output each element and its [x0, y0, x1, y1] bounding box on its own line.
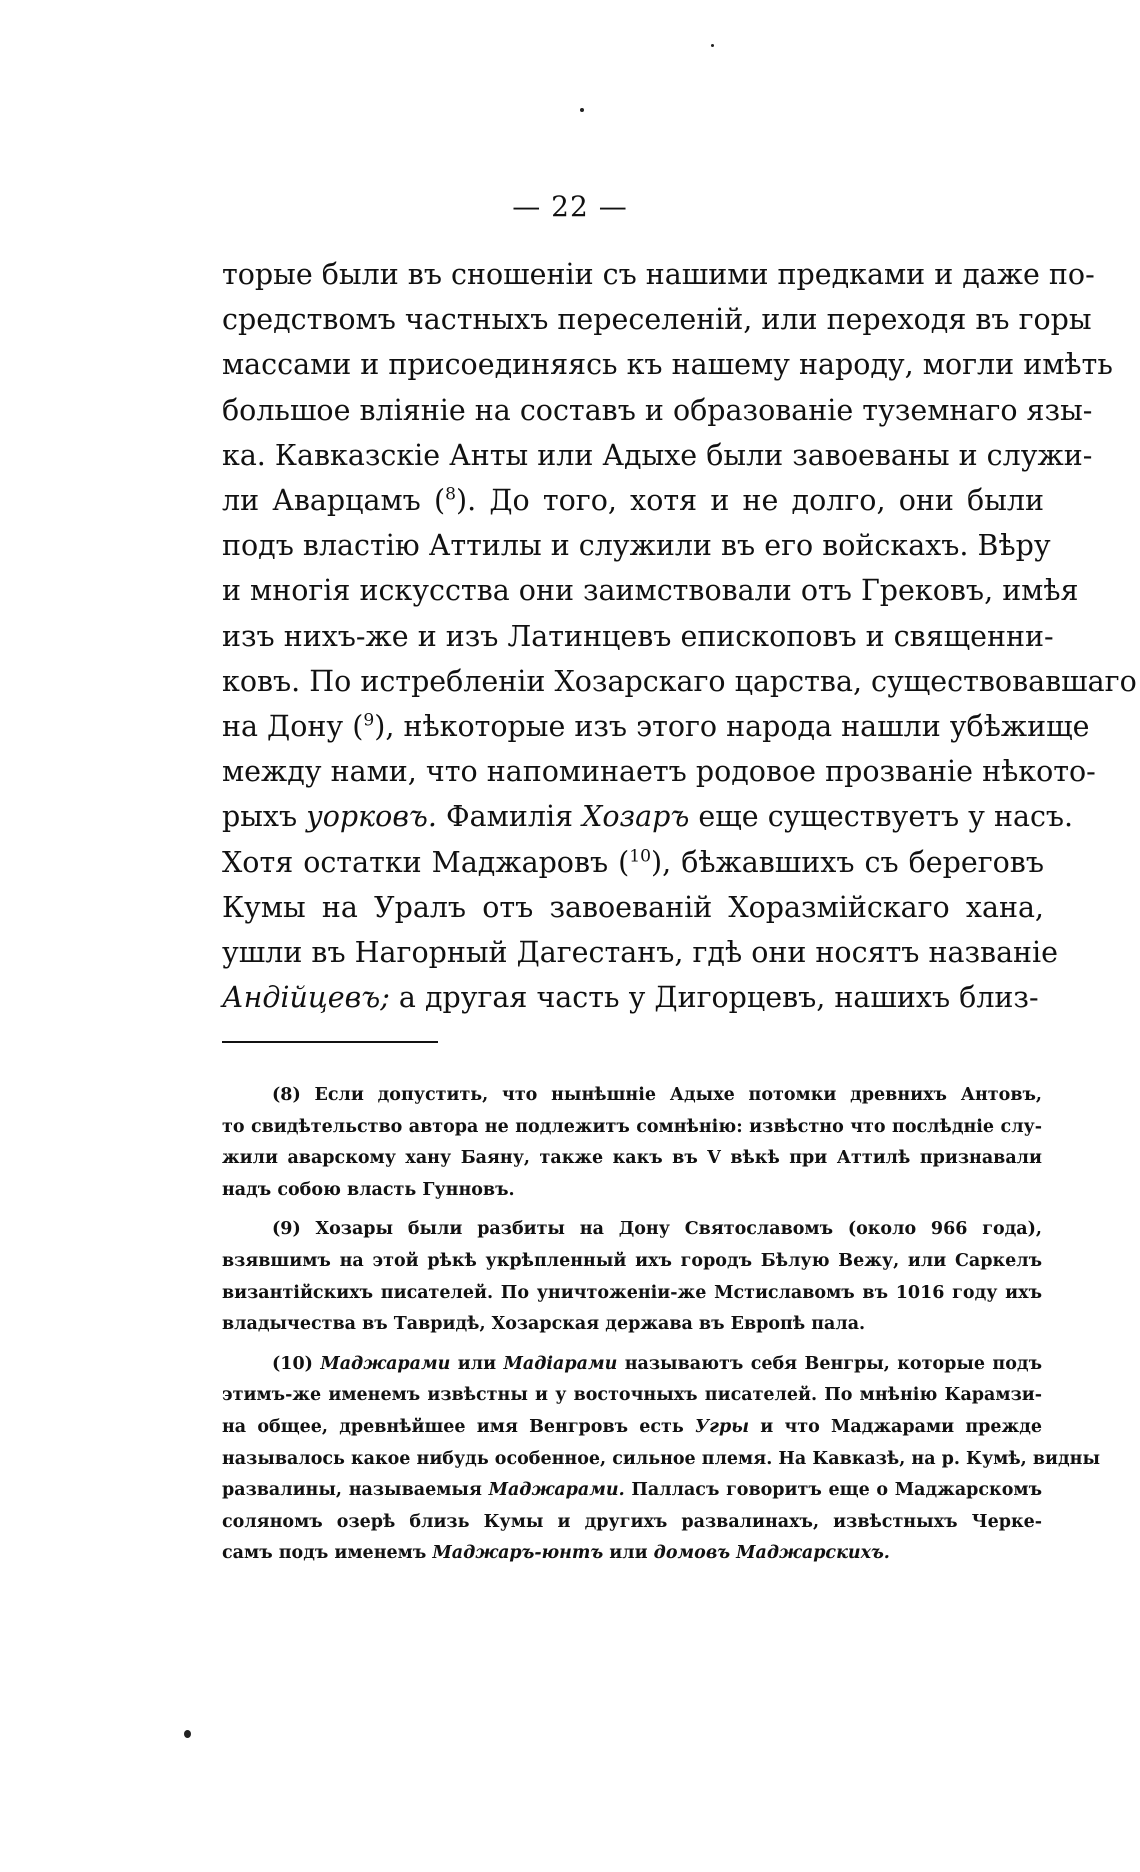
text-line: ковъ. По истребленіи Хозарскаго царства, существовавшаго: [222, 664, 1137, 698]
footnote-10: [222, 1349, 1101, 1570]
page-number: — 22 —: [512, 190, 628, 223]
footnote-separator: [222, 1041, 438, 1043]
text-line: ли Аварцамъ ($^8$). До того, хотя и не долго, они были: [222, 484, 1044, 518]
text-line: Хотя остатки Маджаровъ ($^{10}$), бѣжавшихъ съ береговъ: [222, 845, 1044, 879]
text-line: и многія искусства они заимствовали отъ Грековъ, имѣя: [222, 574, 1079, 608]
footnote-line: развалины, называемыя Маджарами. Палласъ говоритъ еще о Маджарскомъ: [222, 1480, 1042, 1501]
footnote-ref: 8: [445, 484, 456, 505]
scan-speck: [580, 108, 584, 112]
footnote-line: называлось какое нибудь особенное, сильное племя. На Кавказѣ, на р. Кумѣ, видны: [222, 1448, 1101, 1469]
footnote-ref: 10: [629, 846, 652, 867]
text-line: массами и присоединяясь къ нашему народу, могли имѣть: [222, 348, 1113, 382]
footnote-8: [222, 1080, 1042, 1206]
footnote-line: (8) Если допустить, что нынѣшніе Адыхе потомки древнихъ Антовъ,: [272, 1085, 1042, 1105]
footnote-line: (10) Маджарами или Мадіарами называютъ себя Венгры, которые подъ: [272, 1353, 1043, 1374]
footnote-ref: 9: [363, 710, 375, 731]
text-line: подъ властію Аттилы и служили въ его войскахъ. Вѣру: [222, 529, 1051, 563]
text-line: Кумы на Уралъ отъ завоеваній Хоразмійскаго хана,: [222, 890, 1044, 924]
footnote-line: (9) Хозары были разбиты на Дону Святославомъ (около 966 года),: [272, 1219, 1042, 1240]
footnote-line: самъ подъ именемъ Маджаръ-юнтъ или домовъ Маджарскихъ.: [222, 1543, 890, 1564]
footnote-line: соляномъ озерѣ близь Кумы и другихъ развалинахъ, извѣстныхъ Черке-: [222, 1511, 1042, 1532]
text-line: на Дону ($^9$), нѣкоторые изъ этого народа нашли убѣжище: [222, 710, 1090, 744]
footnotes: [222, 1080, 1101, 1578]
scan-speck: [711, 44, 714, 47]
footnote-9: [222, 1214, 1042, 1340]
text-line: рыхъ уорковъ. Фамилія Хозаръ еще существуетъ у насъ.: [222, 800, 1074, 834]
text-line: Андійцевъ; а другая часть у Дигорцевъ, нашихъ близ-: [222, 981, 1039, 1015]
footnote-line: то свидѣтельство автора не подлежитъ сомнѣнію: извѣстно что послѣдніе слу-: [222, 1116, 1042, 1137]
text-line: между нами, что напоминаетъ родовое прозваніе нѣкото-: [222, 755, 1096, 789]
text-line: средствомъ частныхъ переселеній, или переходя въ горы: [222, 303, 1092, 337]
main-text: [222, 252, 1137, 1020]
footnote-line: взявшимъ на этой рѣкѣ укрѣпленный ихъ городъ Бѣлую Вежу, или Саркелъ: [222, 1250, 1042, 1271]
text-line: большое вліяніе на составъ и образованіе туземнаго язы-: [222, 393, 1093, 427]
footnote-line: этимъ-же именемъ извѣстны и у восточныхъ писателей. По мнѣнію Карамзи-: [222, 1385, 1042, 1406]
footnote-line: на общее, древнѣйшее имя Венгровъ есть Угры и что Маджарами прежде: [222, 1416, 1043, 1437]
text-line: ка. Кавказскіе Анты или Адыхе были завоеваны и служи-: [222, 438, 1093, 472]
footnote-line: владычества въ Тавридѣ, Хозарская держава въ Европѣ пала.: [222, 1314, 866, 1335]
scan-speck: [184, 1730, 191, 1738]
text-line: изъ нихъ-же и изъ Латинцевъ епископовъ и священни-: [222, 619, 1054, 653]
text-line: ушли въ Нагорный Дагестанъ, гдѣ они носятъ названіе: [222, 936, 1059, 970]
footnote-line: византійскихъ писателей. По уничтоженіи-же Мстиславомъ въ 1016 году ихъ: [222, 1282, 1042, 1303]
footnote-line: надъ собою власть Гунновъ.: [222, 1179, 515, 1200]
footnote-line: жили аварскому хану Баяну, также какъ въ V вѣкѣ при Аттилѣ признавали: [222, 1148, 1042, 1169]
text-line: торые были въ сношеніи съ нашими предками и даже по-: [222, 258, 1095, 291]
